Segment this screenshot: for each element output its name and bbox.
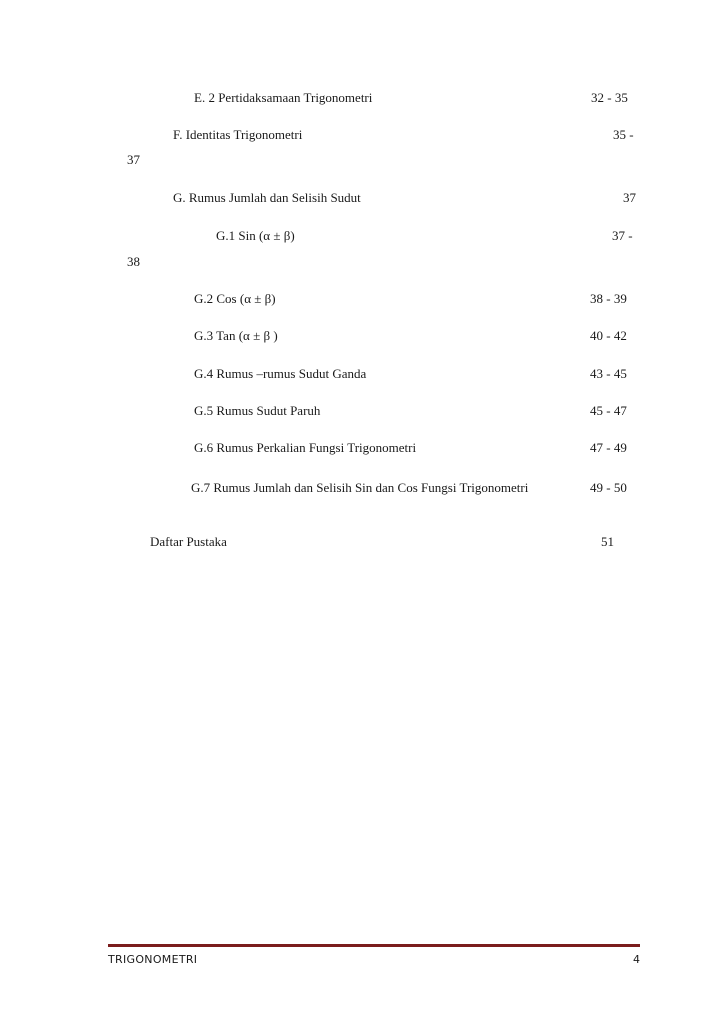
toc-entry-g2-pages: 38 - 39 xyxy=(590,291,627,306)
toc-entry-g4-title: G.4 Rumus –rumus Sudut Ganda xyxy=(194,366,367,381)
toc-entry-g5-pages: 45 - 47 xyxy=(590,403,627,418)
toc-entry-daftar-pustaka-title: Daftar Pustaka xyxy=(150,534,227,549)
toc-entry-g5-title: G.5 Rumus Sudut Paruh xyxy=(194,403,321,418)
toc-entry-g6-title: G.6 Rumus Perkalian Fungsi Trigonometri xyxy=(194,440,417,455)
toc-entry-g3-pages: 40 - 42 xyxy=(590,328,627,343)
toc-entry-g3-title: G.3 Tan (α ± β ) xyxy=(194,328,278,343)
toc-entry-g-title: G. Rumus Jumlah dan Selisih Sudut xyxy=(173,190,361,205)
toc-entry-f-pages-wrap: 37 xyxy=(127,152,140,167)
toc-entry-daftar-pustaka-pages: 51 xyxy=(601,534,614,549)
toc-entry-f-title: F. Identitas Trigonometri xyxy=(173,127,303,142)
toc-entry-g1-pages: 37 - xyxy=(612,228,633,243)
toc-entry-g6-pages: 47 - 49 xyxy=(590,440,627,455)
footer-rule xyxy=(108,944,640,947)
footer-title: TRIGONOMETRI xyxy=(108,953,198,966)
toc-entry-g7-title: G.7 Rumus Jumlah dan Selisih Sin dan Cos Fungsi Trigonometri xyxy=(191,480,529,495)
toc-entry-g1-title: G.1 Sin (α ± β) xyxy=(216,228,295,243)
toc-entry-g2-title: G.2 Cos (α ± β) xyxy=(194,291,276,306)
toc-entry-g7-pages: 49 - 50 xyxy=(590,480,627,495)
footer-page-number: 4 xyxy=(633,953,640,966)
toc-entry-g4-pages: 43 - 45 xyxy=(590,366,627,381)
toc-entry-e2-pages: 32 - 35 xyxy=(591,90,628,105)
toc-entry-g-pages: 37 xyxy=(623,190,636,205)
toc-entry-e2-title: E. 2 Pertidaksamaan Trigonometri xyxy=(194,90,373,105)
toc-entry-g1-pages-wrap: 38 xyxy=(127,254,140,269)
toc-entry-f-pages: 35 - xyxy=(613,127,634,142)
